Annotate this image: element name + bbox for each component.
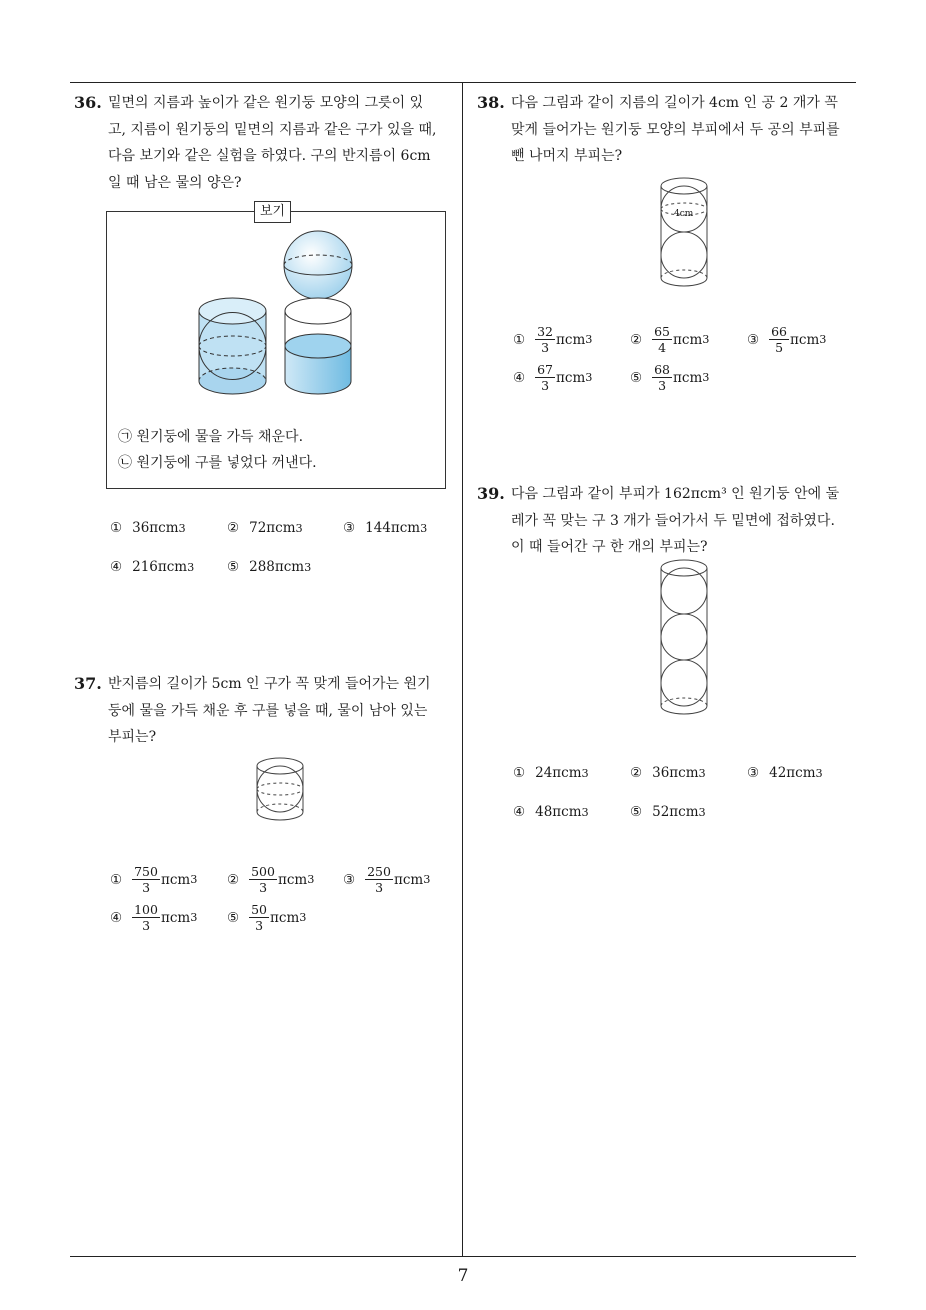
choice-5[interactable]: ⑤ $\frac{68}{3}$ πcm 3 (630, 362, 710, 393)
choice-2[interactable]: ② $\frac{500}{3}$ πcm 3 (227, 864, 315, 895)
question-number: 39. (477, 484, 505, 503)
fraction: $\frac{100}{3}$ (134, 902, 158, 933)
choice-2[interactable]: ② 36π cm 3 (630, 765, 706, 781)
figure-label-4cm: 4cm (674, 209, 694, 219)
choice-2[interactable]: ② $\frac{65}{4}$ πcm 3 (630, 324, 710, 355)
bogi-step-1: ㉠ 원기둥에 물을 가득 채운다. (118, 429, 304, 445)
choice-3[interactable]: ③ 42π cm 3 (747, 765, 823, 781)
choice-1[interactable]: ① 36π cm 3 (110, 520, 186, 536)
choice-1[interactable]: ① $\frac{750}{3}$ πcm 3 (110, 864, 198, 895)
choice-3[interactable]: ③ $\frac{66}{5}$ πcm 3 (747, 324, 827, 355)
choice-5[interactable]: ⑤ 52π cm 3 (630, 804, 706, 820)
question-text: 다음 그림과 같이 부피가 162πcm³ 인 원기둥 안에 둘 레가 꼭 맞는 구 3 개가 들어가서 두 밑면에 접하였다. 이 때 들어간 구 한 개의 부피는? (511, 486, 840, 555)
fraction: $\frac{250}{3}$ (367, 864, 391, 895)
cylinder-two-spheres-figure-38 (661, 178, 707, 286)
fraction: $\frac{50}{3}$ (251, 902, 268, 933)
cylinder-water-remaining-icon (285, 298, 351, 394)
question-text: 반지름의 길이가 5cm 인 구가 꼭 맞게 들어가는 원기 둥에 물을 가득 채운 후 구를 넣을 때, 물이 남아 있는 부피는? (108, 676, 431, 745)
cylinder-with-sphere-figure-37 (257, 758, 303, 820)
choice-4[interactable]: ④ $\frac{67}{3}$ πcm 3 (513, 362, 593, 393)
bogi-title: 보기 (254, 201, 291, 223)
fraction: $\frac{67}{3}$ (537, 362, 554, 393)
fraction: $\frac{500}{3}$ (251, 864, 275, 895)
cylinder-with-sphere-icon (199, 298, 266, 394)
fraction: $\frac{65}{4}$ (654, 324, 671, 355)
question-39 (477, 481, 861, 561)
sphere-icon (284, 231, 352, 299)
choice-3[interactable]: ③ $\frac{250}{3}$ πcm 3 (343, 864, 431, 895)
question-text: 다음 그림과 같이 지름의 길이가 4cm 인 공 2 개가 꼭 맞게 들어가는 원기둥 모양의 부피에서 두 공의 부피를 뺀 나머지 부피는? (511, 95, 840, 164)
choice-2[interactable]: ② 72π cm 3 (227, 520, 303, 536)
choice-4[interactable]: ④ $\frac{100}{3}$ πcm 3 (110, 902, 198, 933)
bogi-step-2: ㉡ 원기둥에 구를 넣었다 꺼낸다. (118, 455, 317, 471)
question-number: 36. (74, 93, 102, 112)
fraction: $\frac{68}{3}$ (654, 362, 671, 393)
choice-1[interactable]: ① $\frac{32}{3}$ πcm 3 (513, 324, 593, 355)
cylinder-three-spheres-figure-39 (661, 560, 707, 714)
fraction: $\frac{750}{3}$ (134, 864, 158, 895)
question-37 (74, 671, 460, 751)
choice-4[interactable]: ④ 216π cm 3 (110, 559, 195, 575)
choice-3[interactable]: ③ 144π cm 3 (343, 520, 428, 536)
choice-1[interactable]: ① 24π cm 3 (513, 765, 589, 781)
fraction: $\frac{66}{5}$ (771, 324, 788, 355)
choice-4[interactable]: ④ 48π cm 3 (513, 804, 589, 820)
page-number: 7 (457, 1266, 469, 1286)
choice-5[interactable]: ⑤ 288π cm 3 (227, 559, 312, 575)
question-number: 37. (74, 674, 102, 693)
fraction: $\frac{32}{3}$ (537, 324, 554, 355)
choice-5[interactable]: ⑤ $\frac{50}{3}$ πcm 3 (227, 902, 307, 933)
question-number: 38. (477, 93, 505, 112)
question-38 (477, 90, 861, 170)
question-text: 밑면의 지름과 높이가 같은 원기둥 모양의 그릇이 있 고, 지름이 원기둥의 밑면의 지름과 같은 구가 있을 때, 다음 보기와 같은 실험을 하였다. 구의 반지름이 6cm 일 때 남은 물의 양은? (108, 95, 437, 191)
